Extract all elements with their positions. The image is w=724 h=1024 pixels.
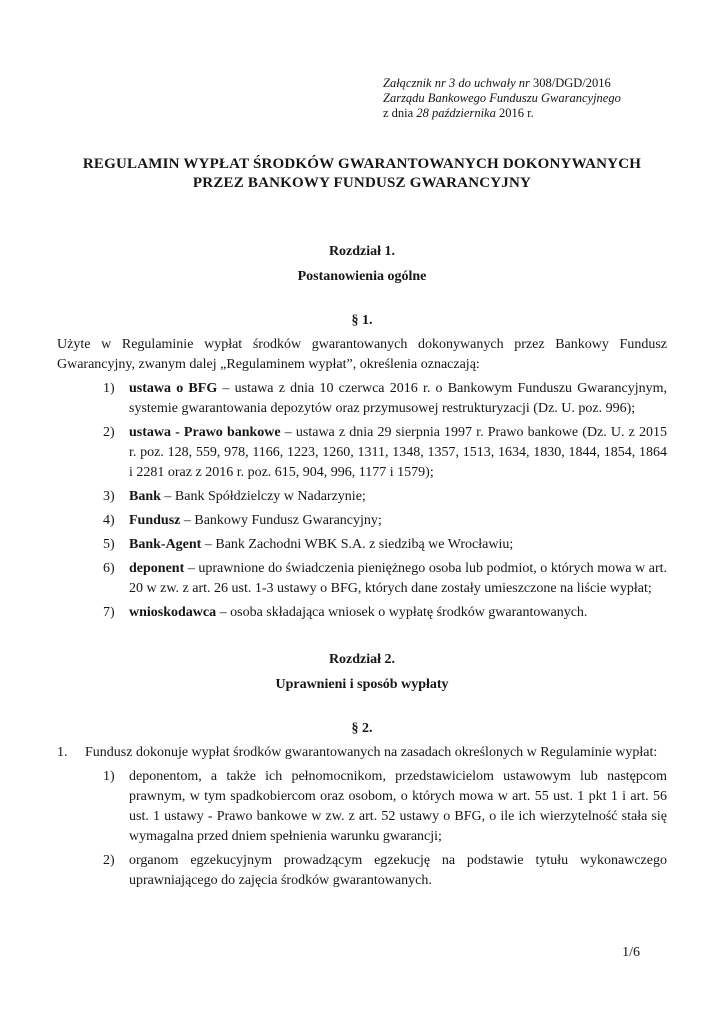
chapter1-title: Postanowienia ogólne <box>297 269 427 284</box>
point-text: Fundusz dokonuje wypłat środków gwarantowanych na zasadach określonych w Regulaminie wypłat: <box>85 745 658 760</box>
definition-item <box>103 559 667 599</box>
definition-body: – Bankowy Fundusz Gwarancyjny; <box>180 513 382 528</box>
annex-line-3 <box>383 106 667 121</box>
subpoint-item <box>103 851 667 891</box>
definition-term: Bank <box>129 489 161 504</box>
definition-text <box>129 379 667 419</box>
subpoint-text: deponentom, a także ich pełnomocnikom, przedstawicielom ustawowym lub następcom prawnym, w tym spadkobiercom oraz osobom, o których mowa w art. 55 ust. 1 pkt 1 i art. 56 ust. 1 ustawy - Prawo bankowe w zw. z art. 52 ustawy o BFG, o ile ich wierzytelność stała się wymagalna przed dniem spełnienia warunku gwarancji; <box>129 769 667 844</box>
list-number: 2) <box>103 853 115 868</box>
definition-term: ustawa o BFG <box>129 381 218 396</box>
annex-line-1 <box>383 76 667 91</box>
annex-note <box>383 76 667 121</box>
definition-text <box>129 559 667 599</box>
definition-text <box>129 423 667 483</box>
chapter2-title: Uprawnieni i sposób wypłaty <box>275 677 449 692</box>
chapter2-number: Rozdział 2. <box>328 652 396 667</box>
page-number: 1/6 <box>622 945 640 960</box>
definition-body: – ustawa z dnia 29 sierpnia 1997 r. Prawo bankowe (Dz. U. z 2015 r. poz. 128, 559, 978, 1166, 1223, 1260, 1311, 1348, 1357, 1513, 1634, 1830, 1844, 1854, 1864 i 2281 oraz z 2016 r. poz. 615, 904, 996, 1177 i 1579); <box>129 425 667 480</box>
list-number: 1) <box>103 769 115 784</box>
definition-text <box>129 603 667 623</box>
annex-line1-number: 308/DGD/2016 <box>533 76 611 90</box>
list-number: 7) <box>103 605 115 620</box>
definition-term: deponent <box>129 561 185 576</box>
definition-body: – Bank Zachodni WBK S.A. z siedzibą we Wrocławiu; <box>201 537 514 552</box>
definition-item <box>103 423 667 483</box>
definition-item <box>103 603 667 623</box>
annex-line3-date: 28 października <box>416 106 496 120</box>
subpoint-item <box>103 767 667 847</box>
document-title-line1: REGULAMIN WYPŁAT ŚRODKÓW GWARANTOWANYCH DOKONYWANYCH <box>82 156 642 172</box>
chapter2-heading <box>57 647 667 697</box>
section2-mark: § 2. <box>351 721 373 736</box>
chapter1-heading <box>57 239 667 289</box>
definition-term: Fundusz <box>129 513 181 528</box>
definition-item <box>103 511 667 531</box>
definition-body: – ustawa z dnia 10 czerwca 2016 r. o Bankowym Funduszu Gwarancyjnym, systemie gwarantowania depozytów oraz przymusowej restrukturyzacji (Dz. U. poz. 996); <box>129 381 667 416</box>
subpoint-text: organom egzekucyjnym prowadzącym egzekucję na podstawie tytułu wykonawczego uprawniającego do zajęcia środków gwarantowanych. <box>129 853 667 888</box>
list-number: 1. <box>57 745 68 760</box>
list-number: 2) <box>103 425 115 440</box>
definition-item <box>103 487 667 507</box>
definition-item <box>103 379 667 419</box>
definition-text <box>129 487 667 507</box>
document-title-line2: PRZEZ BANKOWY FUNDUSZ GWARANCYJNY <box>192 175 532 191</box>
list-number: 1) <box>103 381 115 396</box>
definition-text <box>129 535 667 555</box>
definition-term: ustawa - Prawo bankowe <box>129 425 281 440</box>
chapter1-number: Rozdział 1. <box>328 244 396 259</box>
list-number: 5) <box>103 537 115 552</box>
annex-line-2 <box>383 91 667 106</box>
definitions-list <box>57 379 667 623</box>
annex-line3-pre: z dnia <box>383 106 414 120</box>
definition-body: – osoba składająca wniosek o wypłatę środków gwarantowanych. <box>216 605 588 620</box>
annex-line2-italic: Zarządu Bankowego Funduszu Gwarancyjnego <box>383 91 621 105</box>
list-number: 3) <box>103 489 115 504</box>
definition-body: – Bank Spółdzielczy w Nadarzynie; <box>160 489 366 504</box>
document-title <box>57 155 667 193</box>
definition-body: – uprawnione do świadczenia pieniężnego osoba lub podmiot, o których mowa w art. 20 w zw. z art. 26 ust. 1-3 ustawy o BFG, których dane zostały umieszczone na liście wypłat; <box>129 561 667 596</box>
list-number: 4) <box>103 513 115 528</box>
definition-term: Bank-Agent <box>129 537 202 552</box>
list-number: 6) <box>103 561 115 576</box>
annex-line3-post: 2016 r. <box>498 106 534 120</box>
section2-point-1 <box>57 743 667 763</box>
section2-subpoints <box>57 767 667 891</box>
definition-term: wnioskodawca <box>129 605 217 620</box>
definition-text <box>129 511 667 531</box>
section1-intro: Użyte w Regulaminie wypłat środków gwarantowanych dokonywanych przez Bankowy Fundusz Gwarancyjny, zwanym dalej „Regulaminem wypłat”, określenia oznaczają: <box>57 337 667 372</box>
section1-mark: § 1. <box>351 313 373 328</box>
definition-item <box>103 535 667 555</box>
annex-line1-italic: Załącznik nr 3 do uchwały nr <box>383 76 530 90</box>
